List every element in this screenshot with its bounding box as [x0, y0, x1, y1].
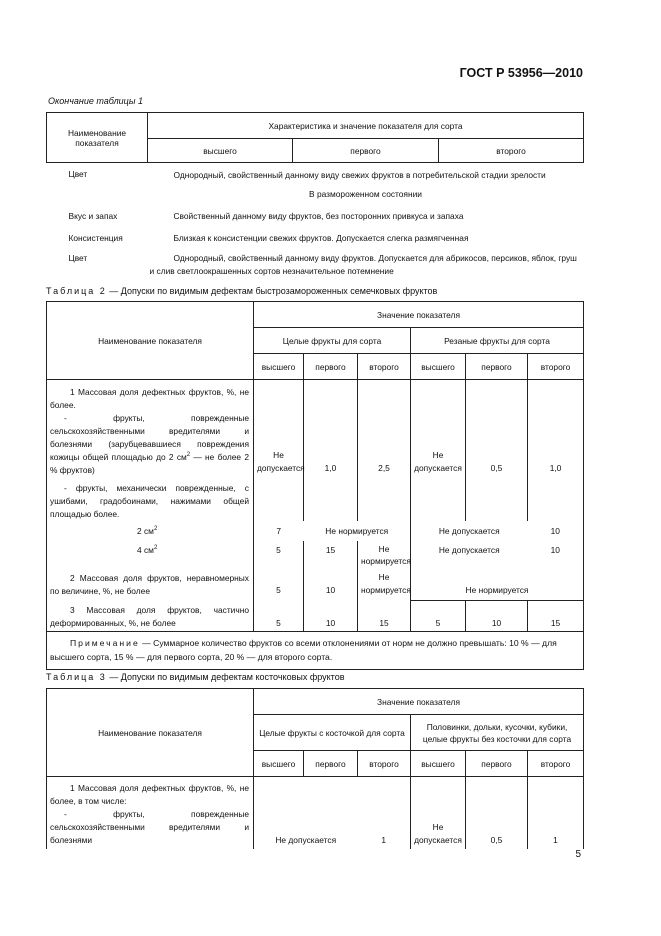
t1-row-name: Консистенция	[68, 233, 123, 243]
t2-r1b1-cell: Не нормируется	[325, 526, 389, 536]
t1-row-text: В размороженном состоянии	[309, 189, 422, 199]
t3-grade: высшего	[254, 751, 304, 777]
t2-col-name: Наименование показателя	[47, 302, 254, 380]
t3-group-cut: Половинки, дольки, кусочки, кубики, целые фрукты без косточки для сорта	[411, 715, 584, 751]
t2-group-whole: Целые фрукты для сорта	[254, 328, 411, 354]
t2-r2-cell: Не нормируется	[358, 568, 411, 600]
t1-row-name: Цвет	[68, 253, 88, 263]
t2-r1-name: 1 Массовая доля дефектных фруктов, %, не более.	[50, 387, 249, 410]
t2-r1a-cell: 2,5	[358, 380, 411, 480]
t3-r1a-cell: 1	[358, 777, 411, 850]
t1-row-text: Близкая к консистенции свежих фруктов. Допускается слегка размягченная	[173, 233, 469, 243]
t2-r1b1-cell: Не допускается	[411, 521, 528, 541]
t2-r3-cell: 10	[466, 600, 528, 632]
t2-r1b1-name: 2 $см^2$	[47, 521, 254, 541]
t3-grade: первого	[466, 751, 528, 777]
t2-r1a-cell: Не допускается	[254, 380, 304, 480]
t3-r1-name: 1 Массовая доля дефектных фруктов, %, не более, в том числе:	[50, 783, 249, 806]
t3-grade: второго	[358, 751, 411, 777]
t2-note: Примечание — Суммарное количество фруктов со всеми отклонениями от норм не должно превышать: 10 % — для высшего сорта, 15 % — для первого сорта, 20 % — для второго сорта.	[47, 632, 584, 670]
table3-caption: Таблица 3 — Допуски по видимым дефектам косточковых фруктов	[46, 672, 345, 682]
t2-r1a-cell: 1,0	[304, 380, 358, 480]
t2-r1a-cell: 1,0	[528, 380, 584, 480]
t2-grade: высшего	[411, 354, 466, 380]
t1-row-name: Вкус и запах	[68, 211, 118, 221]
t1-col-group: Характеристика и значение показателя для сорта	[148, 113, 584, 139]
t2-r2-name: 2 Массовая доля фруктов, неравномерных по величине, %, не более	[47, 568, 254, 600]
t2-r1b1-cell: 10	[528, 521, 584, 541]
t3-grade: высшего	[411, 751, 466, 777]
t2-r3-cell: 5	[411, 600, 466, 632]
t2-r1b1-cell: 7	[254, 521, 304, 541]
t1-grade: второго	[439, 139, 584, 163]
document-id: ГОСТ Р 53956—2010	[459, 66, 583, 80]
t2-grade: высшего	[254, 354, 304, 380]
t2-group-cut: Резаные фрукты для сорта	[411, 328, 584, 354]
t2-r3-cell: 15	[528, 600, 584, 632]
t2-grade: второго	[358, 354, 411, 380]
t2-r3-cell: 15	[358, 600, 411, 632]
t1-grade: первого	[293, 139, 439, 163]
t3-grade: второго	[528, 751, 584, 777]
page-number: 5	[575, 849, 581, 860]
t2-r2-cell: 10	[304, 568, 358, 600]
t3-grade: первого	[304, 751, 358, 777]
table1	[46, 112, 584, 280]
t3-r1a-name: - фрукты, поврежденные сельскохозяйственными вредителями и болезнями	[50, 809, 249, 845]
t3-col-value: Значение показателя	[254, 689, 584, 715]
t2-r1a-name: - фрукты, поврежденные сельскохозяйственными вредителями и болезнями (зарубцевавшиеся повреждения кожицы общей площадью до 2 $см^2$ — не более 2 % фруктов)	[50, 413, 249, 475]
table3	[46, 688, 584, 849]
t2-r1a-cell: 0,5	[466, 380, 528, 480]
t2-r1b2-cell: 15	[304, 541, 358, 568]
t1-row-text: Однородный, свойственный данному виду свежих фруктов в потребительской стадии зрелости	[173, 170, 546, 180]
t2-grade: первого	[466, 354, 528, 380]
t2-r1a-cell: Не допускается	[411, 380, 466, 480]
t1-row-name: Цвет	[68, 169, 88, 179]
t2-r1b2-cell: Не нормируется	[358, 541, 411, 568]
t1-row-text: Свойственный данному виду фруктов, без посторонних привкуса и запаха	[173, 211, 464, 221]
t2-r1b2-cell: 5	[254, 541, 304, 568]
t2-grade: второго	[528, 354, 584, 380]
t2-r1b2-cell: Не допускается	[438, 545, 500, 555]
t3-r1a-cell: Не допускается	[411, 777, 466, 850]
t2-r1b2-cell: 10	[528, 541, 584, 568]
t2-r1b2-name: 4 $см^2$	[47, 541, 254, 568]
t3-r1a-cell: 0,5	[466, 777, 528, 850]
table1-caption: Окончание таблицы 1	[48, 96, 143, 106]
t3-group-whole: Целые фрукты с косточкой для сорта	[254, 715, 411, 751]
t3-col-name: Наименование показателя	[47, 689, 254, 777]
table2	[46, 301, 584, 670]
t3-r1a-cell: Не допускается	[254, 777, 358, 850]
t1-col-name: Наименование показателя	[47, 113, 148, 163]
t1-grade: высшего	[148, 139, 293, 163]
t2-r1b-name: - фрукты, механически поврежденные, с ушибами, градобоинами, нажимами общей площадью более.	[47, 479, 254, 521]
t1-row-text: Однородный, свойственный данному виду фруктов. Допускается для абрикосов, персиков, яблок, груш и слив светлоокрашенных сортов незначительное потемнение	[149, 253, 577, 276]
t3-r1a-cell: 1	[528, 777, 584, 850]
t2-col-value: Значение показателя	[254, 302, 584, 328]
t2-r3-name: 3 Массовая доля фруктов, частично деформированных, %, не более	[47, 600, 254, 632]
t2-r2-cell: 5	[254, 568, 304, 600]
t2-r2-cell: Не нормируется	[411, 568, 584, 600]
t2-r3-cell: 10	[304, 600, 358, 632]
t2-r3-cell: 5	[254, 600, 304, 632]
t2-grade: первого	[304, 354, 358, 380]
table2-caption: Таблица 2 — Допуски по видимым дефектам быстрозамороженных семечковых фруктов	[46, 286, 438, 296]
